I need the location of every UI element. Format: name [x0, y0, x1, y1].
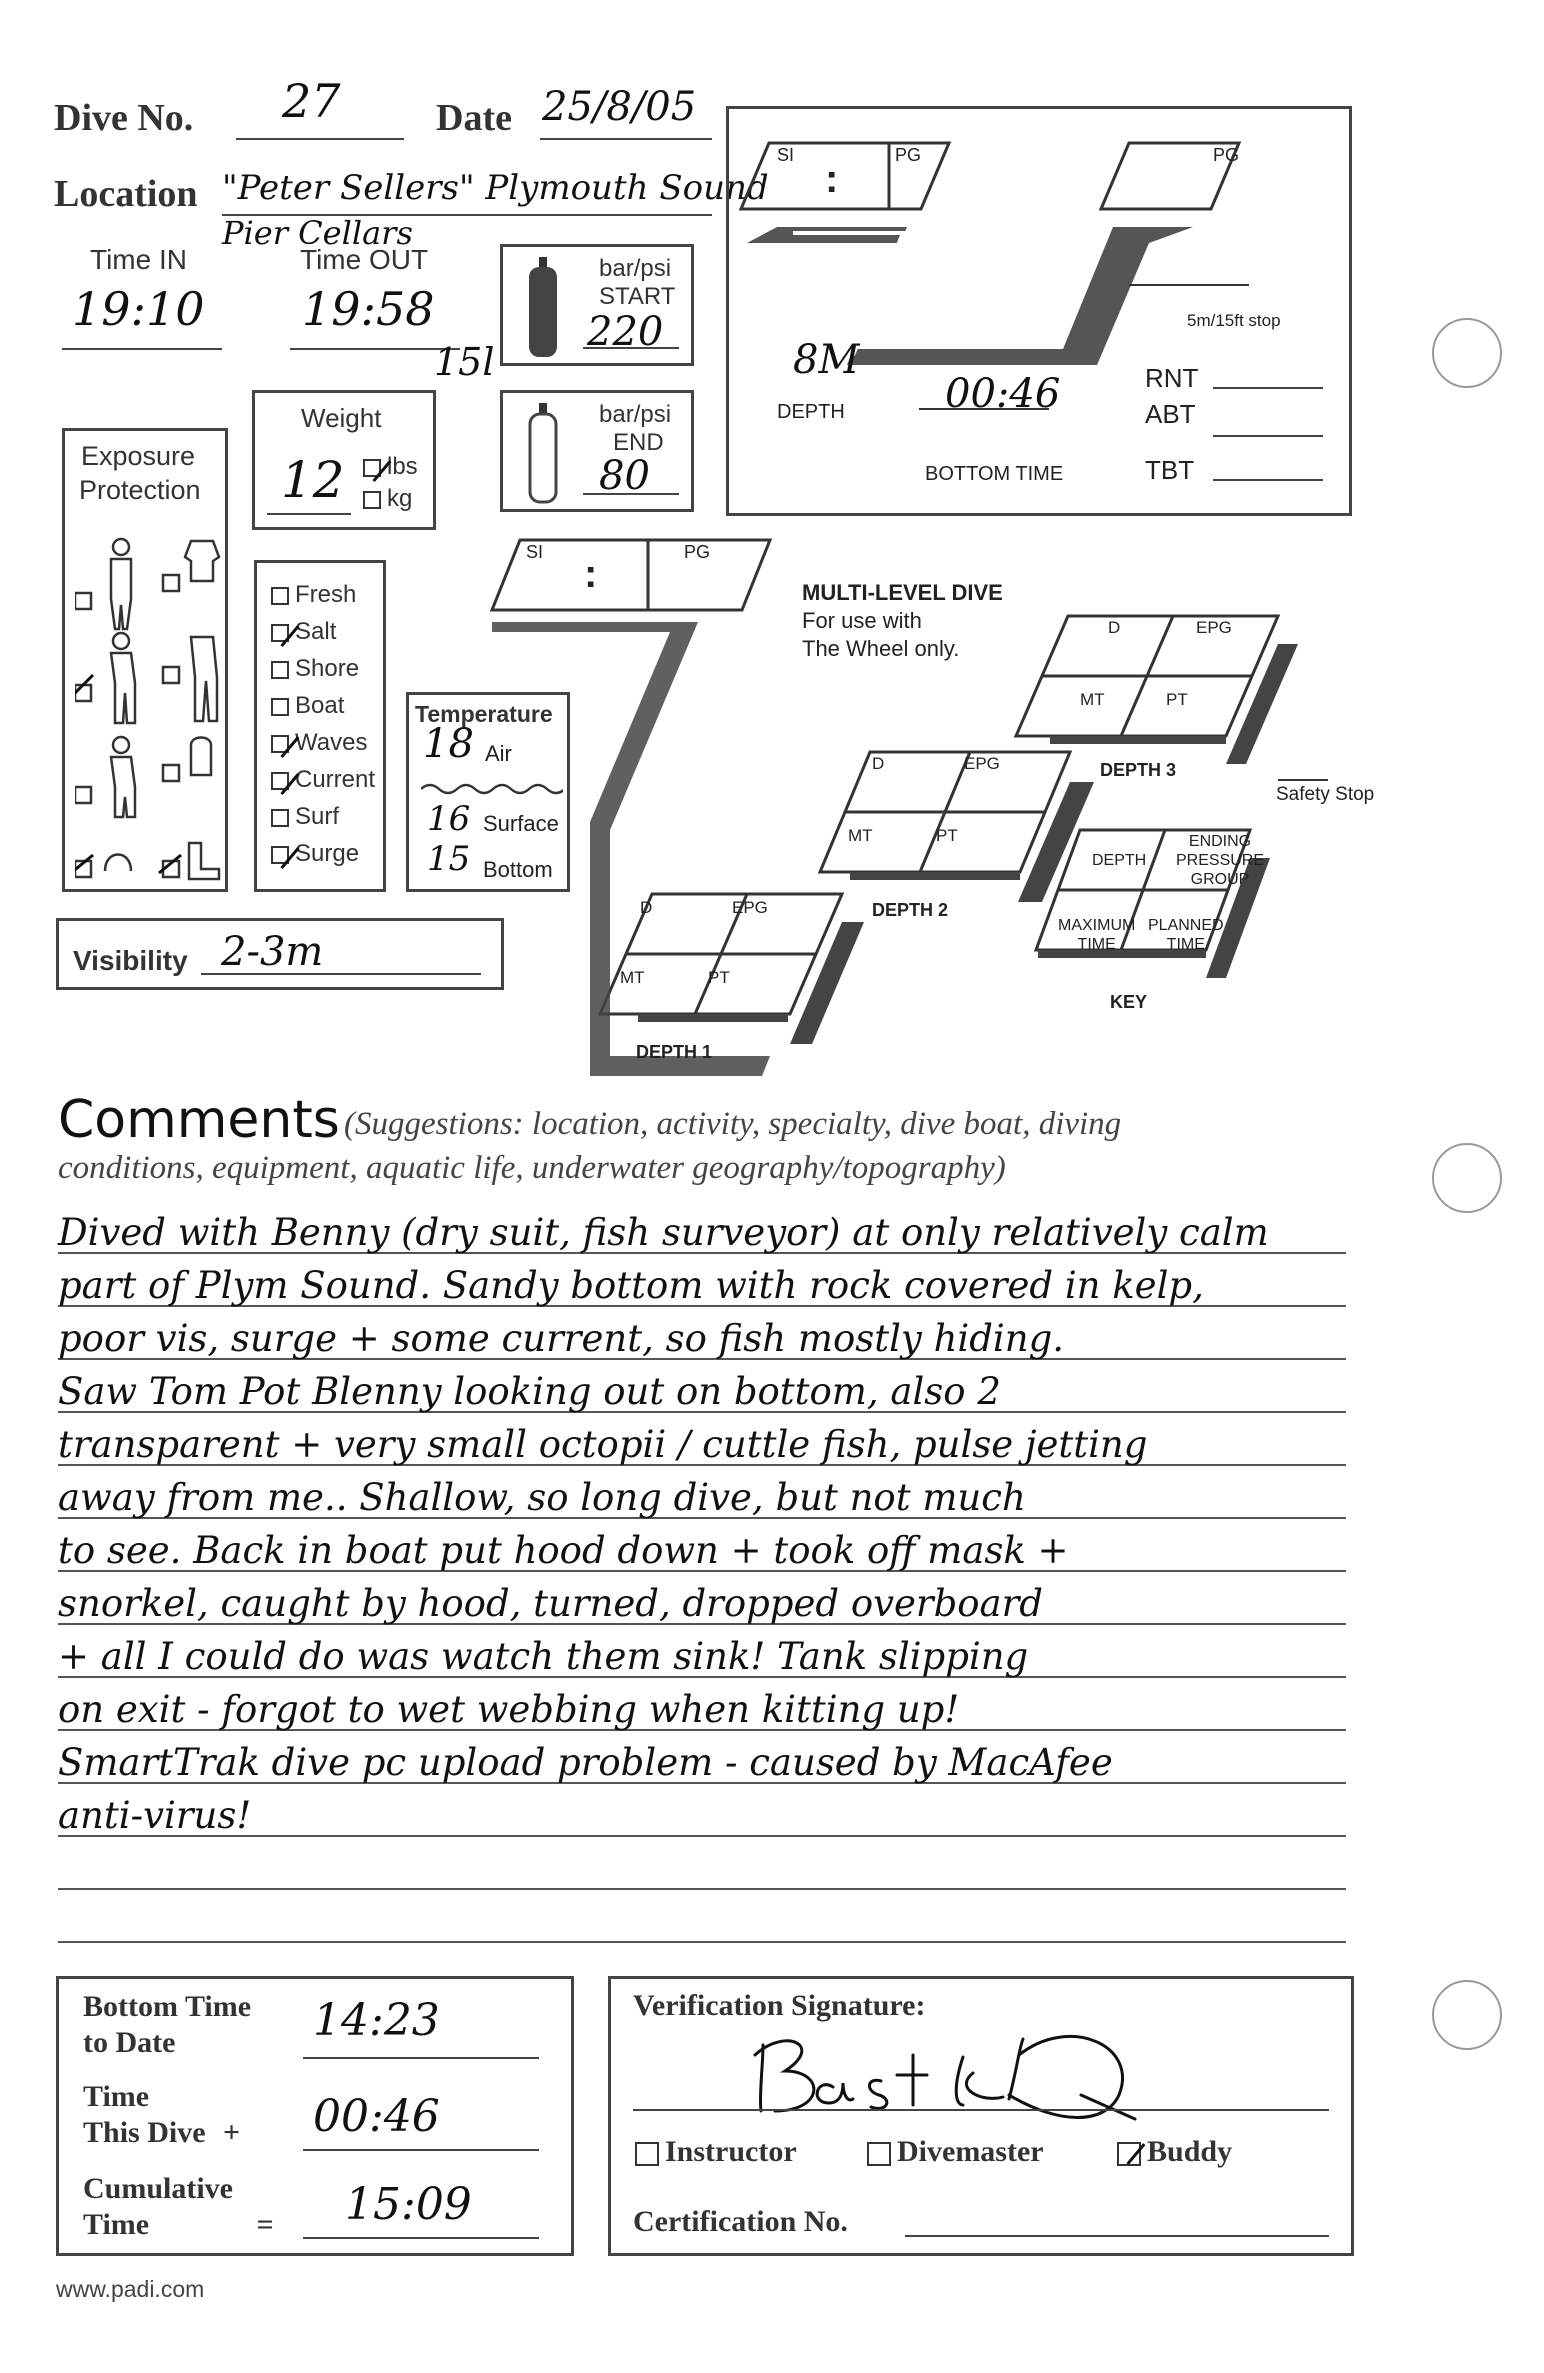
rnt-line	[1213, 387, 1323, 389]
water-item-fresh[interactable]: Fresh	[271, 581, 375, 618]
visibility-box	[56, 918, 504, 990]
end-label: END	[613, 429, 664, 456]
d2-d: D	[872, 754, 885, 773]
key-mt: MAXIMUM TIME	[1058, 917, 1136, 953]
d3-mt: MT	[1080, 690, 1105, 709]
ttd-label: Time This Dive +	[83, 2080, 241, 2149]
rnt-label: RNT	[1145, 363, 1199, 393]
verification-box	[608, 1976, 1354, 2256]
cum-label: Cumulative Time =	[83, 2172, 274, 2241]
comment-line: poor vis, surge + some current, so fish mostly hiding.	[58, 1317, 1065, 1360]
divemaster-option[interactable]: Divemaster	[867, 2135, 1044, 2169]
signature-line	[633, 2109, 1329, 2111]
ml-si-label: SI	[526, 542, 544, 562]
totals-box	[56, 1976, 574, 2256]
verification-label: Verification Signature:	[633, 1989, 926, 2022]
d2-epg: EPG	[964, 754, 1000, 773]
d2-mt: MT	[848, 826, 873, 845]
tank-full-icon	[525, 255, 561, 359]
comments-suggestions-2: conditions, equipment, aquatic life, underwater geography/topography)	[58, 1150, 1006, 1186]
instructor-checkbox[interactable]	[635, 2142, 659, 2166]
bottom-time-label: BOTTOM TIME	[925, 463, 1064, 485]
btd-value[interactable]: 14:23	[313, 1995, 440, 2046]
d1-d: D	[640, 898, 653, 917]
tank-end-box	[500, 390, 694, 512]
comment-line: Saw Tom Pot Blenny looking out on bottom, also 2	[58, 1370, 1001, 1413]
ml-subtitle-2: The Wheel only.	[802, 636, 960, 661]
d3-epg: EPG	[1196, 618, 1232, 637]
comment-line: to see. Back in boat put hood down + took off mask +	[58, 1529, 1069, 1572]
surface-label: Surface	[483, 811, 559, 836]
bottom-temp-label: Bottom	[483, 857, 553, 882]
cum-value[interactable]: 15:09	[345, 2179, 472, 2230]
key-epg: ENDING PRESSURE GROUP	[1176, 833, 1265, 888]
surface-value[interactable]: 16	[427, 799, 471, 839]
instructor-option[interactable]: Instructor	[635, 2135, 797, 2169]
depth1-label: DEPTH 1	[636, 1042, 713, 1062]
ml-subtitle-1: For use with	[802, 608, 922, 633]
binder-hole-top	[1432, 318, 1502, 388]
divemaster-checkbox[interactable]	[867, 2142, 891, 2166]
btd-line	[303, 2057, 539, 2059]
key-pt: PLANNED TIME	[1148, 917, 1224, 953]
visibility-label: Visibility	[73, 945, 188, 976]
key-depth: DEPTH	[1092, 852, 1147, 869]
safety-stop-label: Safety Stop	[1276, 784, 1375, 805]
lbs-checkbox[interactable]	[363, 459, 381, 477]
comment-rule-13	[58, 1888, 1346, 1890]
buddy-checkbox[interactable]	[1117, 2142, 1141, 2166]
d3-pt: PT	[1166, 690, 1188, 709]
multilevel-diagram	[470, 532, 1400, 1092]
d1-mt: MT	[620, 968, 645, 987]
end-unit: bar/psi	[599, 401, 672, 428]
depth-value[interactable]: 8M	[793, 337, 860, 383]
exposure-title-2: Protection	[79, 475, 201, 505]
binder-hole-bottom	[1432, 1980, 1502, 2050]
dive-profile-box	[726, 106, 1352, 516]
footer-url[interactable]: www.padi.com	[56, 2276, 205, 2302]
profile-colon: :	[825, 157, 839, 201]
d1-pt: PT	[708, 968, 730, 987]
tank-size-note: 15l	[434, 340, 495, 384]
dive-no-label: Dive No.	[54, 97, 194, 139]
water-items	[271, 581, 375, 877]
ttd-line	[303, 2149, 539, 2151]
comment-line: anti-virus!	[58, 1794, 252, 1837]
date-line	[540, 138, 712, 140]
water-item-surge[interactable]: Surge	[271, 840, 375, 877]
comment-line: SmartTrak dive pc upload problem - caused by MacAfee	[58, 1741, 1113, 1784]
end-value[interactable]: 80	[599, 453, 650, 499]
cum-line	[303, 2237, 539, 2239]
date-label: Date	[436, 97, 512, 139]
stop-label: 5m/15ft stop	[1187, 311, 1281, 330]
bottom-temp-value[interactable]: 15	[427, 839, 471, 879]
profile-pg-label: PG	[895, 145, 922, 165]
cert-line	[905, 2235, 1329, 2237]
time-in-value[interactable]: 19:10	[72, 282, 205, 336]
tbt-line	[1213, 479, 1323, 481]
btd-label: Bottom Time to Date	[83, 1990, 252, 2059]
comments-body[interactable]	[58, 1206, 1358, 1842]
exposure-suits-icon	[75, 531, 221, 887]
temperature-title: Temperature	[415, 701, 553, 727]
d1-epg: EPG	[732, 898, 768, 917]
binder-hole-middle	[1432, 1143, 1502, 1213]
weight-line	[267, 513, 351, 515]
tbt-label: TBT	[1145, 455, 1195, 485]
multilevel-shape	[470, 532, 1400, 1092]
bottom-time-value[interactable]: 00:46	[945, 371, 1061, 417]
ml-colon: :	[584, 552, 598, 596]
comment-line: on exit - forgot to wet webbing when kitting up!	[58, 1688, 960, 1731]
d2-pt: PT	[936, 826, 958, 845]
comments-title: Comments	[58, 1090, 340, 1150]
location-label: Location	[54, 173, 198, 215]
comments-suggestions-1: (Suggestions: location, activity, specialty, dive boat, diving	[344, 1106, 1122, 1142]
key-label: KEY	[1110, 992, 1148, 1012]
tank-start-box	[500, 244, 694, 366]
exposure-title-1: Exposure	[81, 441, 196, 471]
dive-no-line	[236, 138, 404, 140]
water-item-salt[interactable]: Salt	[271, 618, 375, 655]
buddy-option[interactable]: Buddy	[1117, 2135, 1232, 2169]
air-value[interactable]: 18	[423, 721, 474, 767]
ttd-value[interactable]: 00:46	[313, 2091, 440, 2142]
visibility-value[interactable]: 2-3m	[221, 929, 324, 975]
abt-line	[1213, 435, 1323, 437]
abt-label: ABT	[1145, 399, 1196, 429]
kg-checkbox[interactable]	[363, 491, 381, 509]
start-unit: bar/psi	[599, 255, 672, 282]
weight-value[interactable]: 12	[281, 451, 345, 509]
comment-line: away from me.. Shallow, so long dive, but not much	[58, 1476, 1026, 1519]
comment-rule-14	[58, 1941, 1346, 1943]
comment-line: transparent + very small octopii / cuttle fish, pulse jetting	[58, 1423, 1148, 1466]
start-label: START	[599, 283, 676, 310]
water-item-current[interactable]: Current	[271, 766, 375, 803]
comment-line: snorkel, caught by hood, turned, dropped overboard	[58, 1582, 1043, 1625]
water-item-shore[interactable]: Shore	[271, 655, 375, 692]
dive-no-value[interactable]: 27	[282, 74, 341, 128]
depth2-label: DEPTH 2	[872, 900, 949, 920]
comment-line: part of Plym Sound. Sandy bottom with rock covered in kelp,	[58, 1264, 1204, 1307]
ml-pg-label: PG	[684, 542, 711, 562]
location-value-2[interactable]: Pier Cellars	[222, 214, 413, 252]
depth-label: DEPTH	[777, 401, 845, 423]
time-in-label: Time IN	[90, 244, 187, 275]
profile-si-label: SI	[777, 145, 795, 165]
weight-kg-option[interactable]: kg	[363, 485, 412, 513]
depth3-label: DEPTH 3	[1100, 760, 1177, 780]
weight-lbs-option[interactable]: lbs	[363, 453, 418, 481]
date-value[interactable]: 25/8/05	[542, 84, 697, 130]
tank-empty-icon	[525, 401, 561, 505]
comment-line: Dived with Benny (dry suit, fish surveyor) at only relatively calm	[58, 1211, 1269, 1254]
water-item-surf[interactable]: Surf	[271, 803, 375, 840]
water-box	[254, 560, 386, 892]
time-out-value[interactable]: 19:58	[302, 282, 435, 336]
profile-pg-label-2: PG	[1213, 145, 1240, 165]
weight-label: Weight	[301, 403, 382, 433]
location-value[interactable]: "Peter Sellers" Plymouth Sound	[222, 168, 769, 208]
comment-line: + all I could do was watch them sink! Tank slipping	[58, 1635, 1029, 1678]
water-item-waves[interactable]: Waves	[271, 729, 375, 766]
cert-label: Certification No.	[633, 2205, 848, 2238]
time-in-line	[62, 348, 222, 350]
water-item-boat[interactable]: Boat	[271, 692, 375, 729]
air-label: Air	[485, 741, 512, 766]
exposure-box	[62, 428, 228, 892]
start-value[interactable]: 220	[587, 309, 664, 355]
d3-d: D	[1108, 618, 1121, 637]
ml-title: MULTI-LEVEL DIVE	[802, 580, 1003, 605]
time-out-label: Time OUT	[300, 244, 429, 275]
weight-box	[252, 390, 436, 530]
